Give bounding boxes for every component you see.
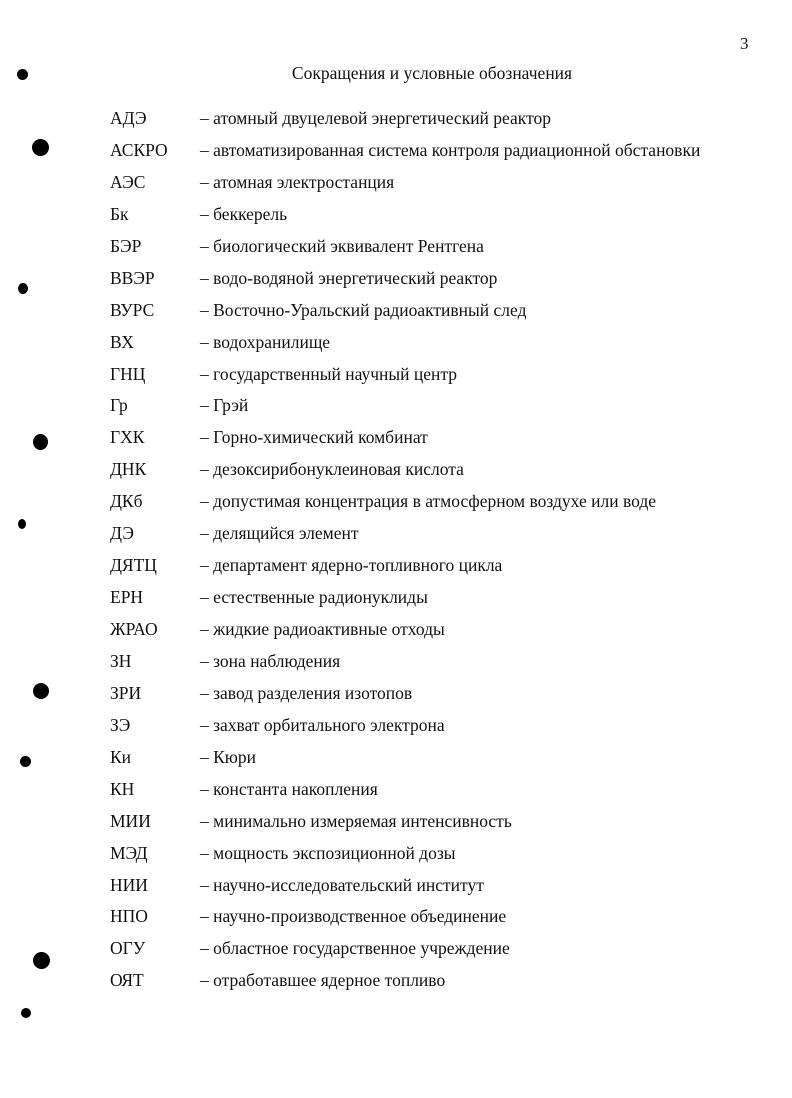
- abbreviation-term: КН: [110, 778, 135, 799]
- abbreviation-row: [0, 423, 792, 455]
- abbreviation-definition: – зона наблюдения: [200, 650, 341, 671]
- abbreviation-row: [0, 296, 792, 328]
- abbreviation-definition: – завод разделения изотопов: [200, 682, 413, 703]
- abbreviation-definition: – автоматизированная система контроля радиационной обстановки: [200, 139, 701, 160]
- page-title: Сокращения и условные обозначения: [291, 63, 573, 83]
- abbreviation-definition: – минимально измеряемая интенсивность: [200, 810, 512, 831]
- abbreviation-definition: – научно-исследовательский институт: [200, 874, 484, 895]
- abbreviation-term: ДНК: [110, 459, 147, 480]
- abbreviation-definition: – биологический эквивалент Рентгена: [200, 235, 484, 256]
- abbreviation-term: МИИ: [110, 810, 151, 831]
- abbreviation-row: [0, 168, 792, 200]
- abbreviation-row: [0, 839, 792, 871]
- abbreviation-row: [0, 328, 792, 360]
- abbreviation-definition: – беккерель: [200, 203, 288, 224]
- abbreviation-definition: – допустимая концентрация в атмосферном воздухе или воде: [200, 491, 657, 512]
- abbreviation-definition: – Восточно-Уральский радиоактивный след: [200, 299, 527, 320]
- abbreviation-row: [0, 902, 792, 934]
- abbreviation-row: [0, 455, 792, 487]
- abbreviation-row: [0, 391, 792, 423]
- abbreviation-term: ВВЭР: [110, 267, 155, 288]
- punch-hole-mark: [18, 283, 28, 294]
- abbreviation-term: НИИ: [110, 874, 148, 895]
- abbreviation-definition: – захват орбитального электрона: [200, 714, 445, 735]
- abbreviation-term: АДЭ: [110, 108, 147, 128]
- abbreviation-list: [0, 104, 792, 998]
- abbreviation-definition: – департамент ядерно-топливного цикла: [200, 555, 503, 576]
- abbreviation-row: [0, 743, 792, 775]
- abbreviation-row: [0, 711, 792, 743]
- punch-hole-mark: [33, 434, 48, 450]
- abbreviation-row: [0, 966, 792, 998]
- abbreviation-term: ДЭ: [110, 523, 134, 544]
- abbreviation-term: Бк: [110, 203, 129, 224]
- abbreviation-term: Ки: [110, 746, 132, 767]
- abbreviation-definition: – Грэй: [200, 395, 249, 416]
- punch-hole-mark: [17, 69, 28, 80]
- abbreviation-definition: – константа накопления: [200, 778, 378, 799]
- abbreviation-definition: – Горно-химический комбинат: [200, 427, 428, 448]
- abbreviation-term: ГНЦ: [110, 363, 146, 384]
- abbreviation-row: [0, 871, 792, 903]
- punch-hole-mark: [21, 1008, 31, 1018]
- abbreviation-definition: – дезоксирибонуклеиновая кислота: [200, 459, 464, 480]
- punch-hole-mark: [18, 519, 26, 529]
- abbreviation-term: АЭС: [110, 171, 146, 192]
- abbreviation-row: [0, 104, 792, 136]
- page-number: 3: [740, 34, 749, 53]
- abbreviation-term: МЭД: [110, 842, 148, 863]
- abbreviation-row: [0, 647, 792, 679]
- abbreviation-term: ОГУ: [110, 938, 146, 959]
- abbreviation-term: ВХ: [110, 331, 134, 352]
- abbreviation-definition: – государственный научный центр: [200, 363, 457, 384]
- abbreviation-term: ЖРАО: [110, 619, 158, 639]
- punch-hole-mark: [33, 952, 50, 969]
- abbreviation-row: [0, 775, 792, 807]
- abbreviation-definition: – жидкие радиоактивные отходы: [200, 619, 445, 639]
- abbreviation-term: ДКб: [110, 491, 143, 512]
- punch-hole-mark: [33, 683, 49, 699]
- abbreviation-row: [0, 583, 792, 615]
- abbreviation-term: ЕРН: [110, 587, 144, 608]
- abbreviation-term: ВУРС: [110, 299, 155, 320]
- abbreviation-term: ЗН: [110, 650, 132, 671]
- abbreviation-term: ЗЭ: [110, 714, 131, 735]
- abbreviation-row: [0, 807, 792, 839]
- abbreviation-definition: – водохранилище: [200, 331, 331, 352]
- abbreviation-definition: – атомная электростанция: [200, 171, 395, 192]
- abbreviation-definition: – водо-водяной энергетический реактор: [200, 267, 498, 288]
- abbreviation-term: ЗРИ: [110, 682, 142, 703]
- abbreviation-term: ДЯТЦ: [110, 555, 157, 576]
- punch-hole-mark: [20, 756, 31, 767]
- abbreviation-row: [0, 934, 792, 966]
- abbreviation-term: Гр: [110, 395, 128, 416]
- abbreviation-row: [0, 615, 792, 647]
- abbreviation-term: АСКРО: [110, 139, 168, 160]
- abbreviation-term: БЭР: [110, 235, 142, 256]
- abbreviation-row: [0, 200, 792, 232]
- abbreviation-row: [0, 519, 792, 551]
- abbreviation-term: ГХК: [110, 427, 145, 448]
- abbreviation-definition: – делящийся элемент: [200, 523, 359, 544]
- abbreviation-definition: – отработавшее ядерное топливо: [200, 970, 446, 991]
- abbreviation-term: ОЯТ: [110, 970, 144, 991]
- abbreviation-definition: – мощность экспозиционной дозы: [200, 842, 456, 863]
- abbreviation-row: [0, 360, 792, 392]
- abbreviation-term: НПО: [110, 906, 148, 927]
- abbreviation-row: [0, 679, 792, 711]
- abbreviation-row: [0, 136, 792, 168]
- abbreviation-definition: – научно-производственное объединение: [200, 906, 507, 927]
- abbreviation-row: [0, 487, 792, 519]
- abbreviation-row: [0, 551, 792, 583]
- abbreviation-definition: – атомный двуцелевой энергетический реактор: [200, 108, 551, 128]
- abbreviation-definition: – Кюри: [200, 746, 256, 767]
- abbreviation-row: [0, 232, 792, 264]
- punch-hole-mark: [32, 139, 49, 156]
- abbreviation-row: [0, 264, 792, 296]
- abbreviation-definition: – естественные радионуклиды: [200, 587, 428, 608]
- abbreviation-definition: – областное государственное учреждение: [200, 938, 510, 959]
